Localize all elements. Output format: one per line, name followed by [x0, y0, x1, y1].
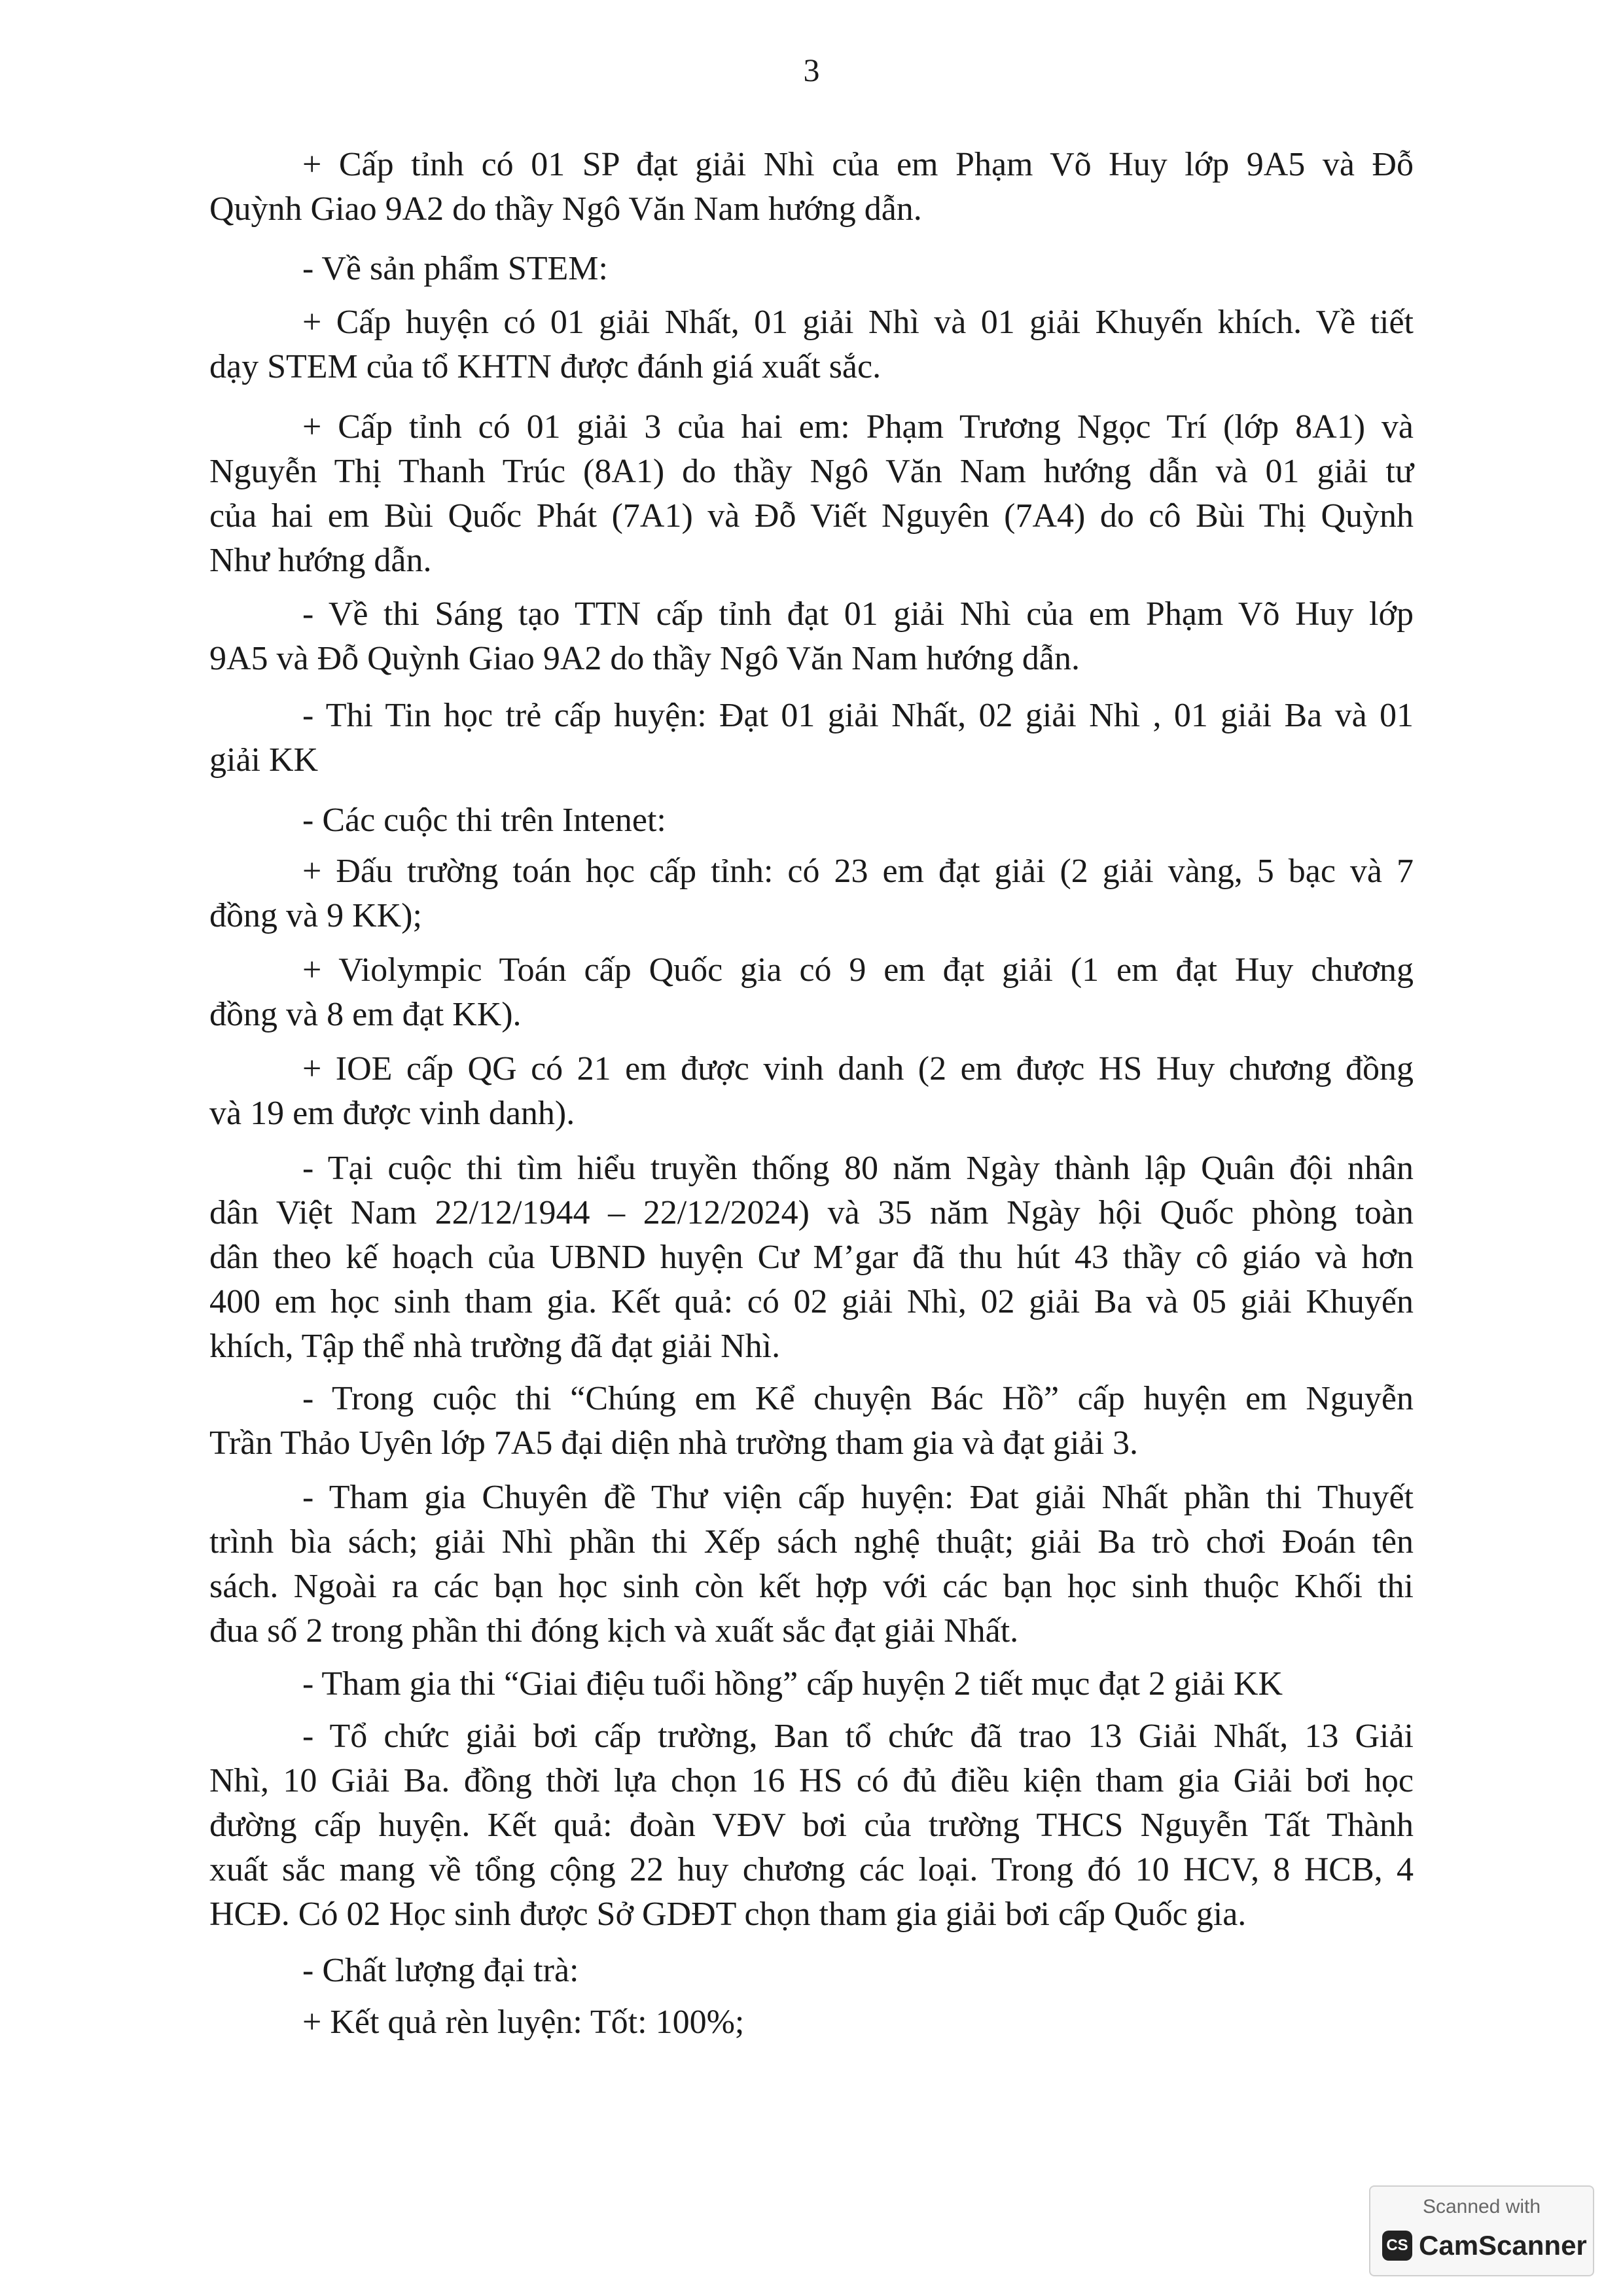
- text-line: của hai em Bùi Quốc Phát (7A1) và Đỗ Viết Nguyên (7A4) do cô Bùi Thị Quỳnh: [209, 497, 1414, 535]
- text-line: đường cấp huyện. Kết quả: đoàn VĐV bơi của trường THCS Nguyễn Tất Thành: [209, 1807, 1414, 1844]
- text-line: - Trong cuộc thi “Chúng em Kể chuyện Bác Hồ” cấp huyện em Nguyễn: [302, 1380, 1414, 1417]
- text-line: dân theo kế hoạch của UBND huyện Cư M’gar đã thu hút 43 thầy cô giáo và hơn: [209, 1239, 1414, 1276]
- paragraph-provincial-product-award: [209, 143, 1414, 232]
- text-line: Nguyễn Thị Thanh Trúc (8A1) do thầy Ngô Văn Nam hướng dẫn và 01 giải tư: [209, 453, 1414, 490]
- text-line: đồng và 9 KK);: [209, 897, 422, 934]
- text-line: trình bìa sách; giải Nhì phần thi Xếp sách nghệ thuật; giải Ba trò chơi Đoán tên: [209, 1523, 1414, 1561]
- text-line: dạy STEM của tổ KHTN được đánh giá xuất sắc.: [209, 348, 882, 385]
- text-line: - Chất lượng đại trà:: [302, 1952, 579, 1989]
- text-line: - Tổ chức giải bơi cấp trường, Ban tổ chức đã trao 13 Giải Nhất, 13 Giải: [302, 1718, 1414, 1755]
- page-number: 3: [803, 52, 820, 88]
- text-line: Như hướng dẫn.: [209, 542, 432, 579]
- text-line: - Các cuộc thi trên Intenet:: [302, 802, 666, 839]
- text-line: - Về thi Sáng tạo TTN cấp tỉnh đạt 01 giải Nhì của em Phạm Võ Huy lớp: [302, 595, 1414, 633]
- text-line: khích, Tập thể nhà trường đã đạt giải Nhì.: [209, 1328, 781, 1365]
- text-line: Quỳnh Giao 9A2 do thầy Ngô Văn Nam hướng dẫn.: [209, 190, 922, 228]
- paragraph-internet-contests: [209, 798, 1414, 843]
- text-line: - Thi Tin học trẻ cấp huyện: Đạt 01 giải Nhất, 02 giải Nhì , 01 giải Ba và 01: [302, 697, 1414, 734]
- text-line: giải KK: [209, 741, 319, 779]
- text-line: sách. Ngoài ra các bạn học sinh còn kết hợp với các bạn học sinh thuộc Khối thi: [209, 1568, 1414, 1605]
- paragraph-pink-melody: [209, 1662, 1414, 1706]
- text-line: - Tham gia Chuyên đề Thư viện cấp huyện: Đat giải Nhất phần thi Thuyết: [302, 1479, 1414, 1516]
- text-line: + Violympic Toán cấp Quốc gia có 9 em đạt giải (1 em đạt Huy chương: [302, 951, 1414, 989]
- text-line: Nhì, 10 Giải Ba. đồng thời lựa chọn 16 HS có đủ điều kiện tham gia Giải bơi học: [209, 1762, 1414, 1799]
- paragraph-army-anniversary-contest: [209, 1146, 1414, 1369]
- text-line: Trần Thảo Uyên lớp 7A5 đại diện nhà trường tham gia và đạt giải 3.: [209, 1424, 1139, 1462]
- text-line: và 19 em được vinh danh).: [209, 1095, 575, 1132]
- paragraph-swimming: [209, 1714, 1414, 1937]
- text-line: đồng và 8 em đạt KK).: [209, 996, 522, 1033]
- paragraph-uncle-ho-stories: [209, 1377, 1414, 1466]
- paragraph-stem-provincial: [209, 405, 1414, 583]
- paragraph-math-arena: [209, 849, 1414, 938]
- paragraph-stem-district: [209, 300, 1414, 389]
- camscanner-logo-icon: CS: [1382, 2231, 1412, 2261]
- text-line: - Về sản phẩm STEM:: [302, 250, 608, 287]
- paragraph-youth-creativity: [209, 592, 1414, 681]
- paragraph-ioe: [209, 1047, 1414, 1136]
- camscanner-brand: CamScanner: [1419, 2230, 1587, 2261]
- paragraph-library-topic: [209, 1475, 1414, 1653]
- text-line: - Tham gia thi “Giai điệu tuổi hồng” cấp huyện 2 tiết mục đạt 2 giải KK: [302, 1665, 1283, 1703]
- text-line: + Cấp tỉnh có 01 giải 3 của hai em: Phạm Trương Ngọc Trí (lớp 8A1) và: [302, 408, 1414, 446]
- text-line: + Kết quả rèn luyện: Tốt: 100%;: [302, 2004, 745, 2041]
- paragraph-violympic: [209, 948, 1414, 1037]
- paragraph-general-quality: [209, 1949, 1414, 1993]
- text-line: xuất sắc mang về tổng cộng 22 huy chương các loại. Trong đó 10 HCV, 8 HCB, 4: [209, 1851, 1414, 1888]
- scanned-with-text: Scanned with: [1422, 2196, 1541, 2217]
- text-line: 9A5 và Đỗ Quỳnh Giao 9A2 do thầy Ngô Văn Nam hướng dẫn.: [209, 640, 1080, 677]
- paragraph-stem-heading: [209, 247, 1414, 291]
- text-line: + Cấp tỉnh có 01 SP đạt giải Nhì của em Phạm Võ Huy lớp 9A5 và Đỗ: [302, 146, 1414, 183]
- text-line: HCĐ. Có 02 Học sinh được Sở GDĐT chọn tham gia giải bơi cấp Quốc gia.: [209, 1896, 1247, 1933]
- text-line: + Cấp huyện có 01 giải Nhất, 01 giải Nhì và 01 giải Khuyến khích. Về tiết: [302, 304, 1414, 341]
- text-line: 400 em học sinh tham gia. Kết quả: có 02 giải Nhì, 02 giải Ba và 05 giải Khuyến: [209, 1283, 1414, 1320]
- text-line: - Tại cuộc thi tìm hiểu truyền thống 80 năm Ngày thành lập Quân đội nhân: [302, 1150, 1414, 1187]
- paragraph-young-informatics: [209, 694, 1414, 783]
- text-line: dân Việt Nam 22/12/1944 – 22/12/2024) và 35 năm Ngày hội Quốc phòng toàn: [209, 1194, 1414, 1231]
- camscanner-watermark: [1369, 2185, 1594, 2276]
- text-line: + Đấu trường toán học cấp tỉnh: có 23 em đạt giải (2 giải vàng, 5 bạc và 7: [302, 853, 1414, 890]
- text-line: + IOE cấp QG có 21 em được vinh danh (2 em được HS Huy chương đồng: [302, 1050, 1414, 1087]
- text-line: đua số 2 trong phần thi đóng kịch và xuất sắc đạt giải Nhất.: [209, 1612, 1019, 1650]
- paragraph-training-results: [209, 2000, 1414, 2045]
